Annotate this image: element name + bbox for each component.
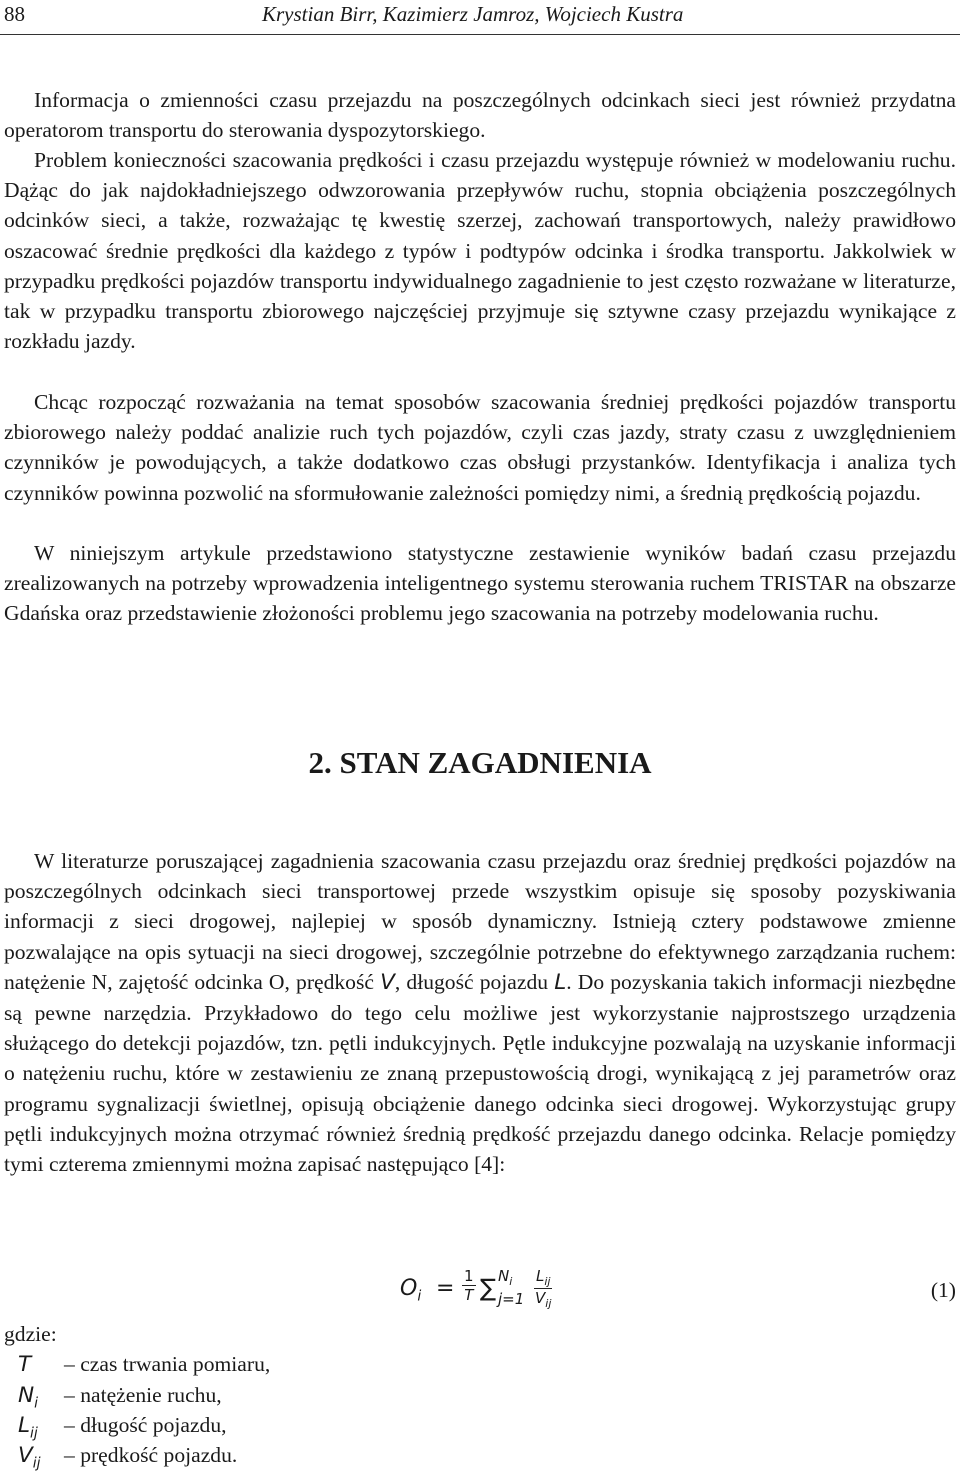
fraction-1-numerator: 1 <box>464 1267 474 1285</box>
fraction-2-denominator: $V_{ij}$ <box>535 1289 552 1310</box>
legend-description: – długość pojazdu, <box>64 1413 227 1437</box>
paragraph-1: Informacja o zmienności czasu przejazdu na poszczególnych odcinkach sieci jest również przydatna operatorom transportu do sterowania dyspozytorskiego. <box>4 88 956 143</box>
legend-title: gdzie: <box>4 1322 57 1346</box>
legend-description: – czas trwania pomiaru, <box>64 1352 271 1376</box>
formula-lhs: $O_i$ <box>400 1276 422 1305</box>
formula-equals: = <box>436 1276 455 1301</box>
legend-description: – prędkość pojazdu. <box>64 1443 238 1467</box>
paragraph-5-part-b: , długość pojazdu <box>394 969 555 994</box>
summation-lower-limit: j=1 <box>498 1290 525 1308</box>
paragraph-3: Chcąc rozpocząć rozważania na temat sposobów szacowania średniej prędkości pojazdów transportu zbiorowego należy poddać analizie ruch tych pojazdów, czyli czas jazdy, straty czasu z uwzględnieniem czynników je powodujących, a także dodatkowo czas obsługi przystanków. Identyfikacja i analiza tych czynników powinna pozwolić na sformułowanie zależności pomiędzy nimi, a średnią prędkością pojazdu. <box>4 390 956 505</box>
section-title: 2. STAN ZAGADNIENIA <box>308 745 652 780</box>
summation-symbol: ∑ <box>480 1274 497 1302</box>
fraction-1-denominator: T <box>464 1286 474 1304</box>
page-number: 88 <box>4 2 25 26</box>
legend-symbol: T <box>18 1352 32 1377</box>
formula-fraction-1 <box>462 1267 476 1304</box>
legend-symbol: $V_{ij}$ <box>18 1443 41 1472</box>
running-head: Krystian Birr, Kazimierz Jamroz, Wojciech Kustra <box>262 2 684 26</box>
summation-upper-limit: $N_i$ <box>498 1267 513 1288</box>
paragraph-2: Problem konieczności szacowania prędkości i czasu przejazdu występuje również w modelowaniu ruchu. Dążąc do jak najdokładniejszego odwzorowania przepływów ruchu, stopnia obciążenia poszczególnych odcinków sieci, a także, rozważając tę kwestię szerzej, zachowań transportowych, należy prawidłowo oszacować średnie prędkości dla każdego z typów i podtypów odcinka i środka transportu. Jakkolwiek w przypadku prędkości pojazdów transportu indywidualnego zagadnienie to jest często rozważane w literaturze, tak w przypadku transportu zbiorowego najczęściej przyjmuje się sztywne czasy przejazdu wynikające z rozkładu jazdy. <box>4 148 956 354</box>
legend-description: – natężenie ruchu, <box>64 1383 222 1407</box>
variable-v: V <box>380 969 395 995</box>
equation-number: (1) <box>930 1278 956 1302</box>
paragraph-5 <box>4 846 956 1179</box>
paragraph-5-part-c: . Do pozyskania takich informacji niezbędne są pewne narzędzia. Przykładowo do tego celu możliwe jest wykorzystanie najprostszego urządzenia służącego do detekcji pojazdów, tzn. pętli indukcyjnych. Pętle indukcyjne pozwalają na uzyskanie informacji o natężeniu ruchu, które w zestawieniu ze znaną przepustowością drogi, wynikającą z jej parametrów oraz programu sygnalizacji świetlnej, opisują obciążenie danego odcinka sieci drogowej. Wykorzystując grupy pętli indukcyjnych można otrzymać również średnią prędkość przejazdu danego odcinka. Relacje pomiędzy tymi czterema zmiennymi można zapisać następująco [4]: <box>4 969 956 1177</box>
page-header <box>0 0 960 35</box>
legend-symbol: $L_{ij}$ <box>18 1413 38 1442</box>
paragraph-5-part-a: W literaturze poruszającej zagadnienia szacowania czasu przejazdu oraz średniej prędkości pojazdów na poszczególnych odcinkach sieci transportowej przede wszystkim opisuje się sposoby pozyskiwania informacji z sieci drogowej, najlepiej w sposób dynamiczny. Istnieją cztery podstawowe zmienne pozwalające na opis sytuacji na sieci drogowej, szczególnie potrzebne do efektywnego zarządzania ruchem: natężenie N, zajętość odcinka O, prędkość <box>4 849 956 994</box>
fraction-2-numerator: $L_{ij}$ <box>535 1267 551 1288</box>
paragraph-4: W niniejszym artykule przedstawiono statystyczne zestawienie wyników badań czasu przejazdu zrealizowanych na potrzeby wprowadzenia inteligentnego systemu sterowania ruchem TRISTAR na obszarze Gdańska oraz przedstawienie złożoności problemu jego szacowania na potrzeby modelowania ruchu. <box>4 541 956 626</box>
legend-symbol: $N_i$ <box>18 1383 39 1412</box>
formula-fraction-2 <box>533 1267 553 1310</box>
variable-l: L <box>554 969 567 995</box>
